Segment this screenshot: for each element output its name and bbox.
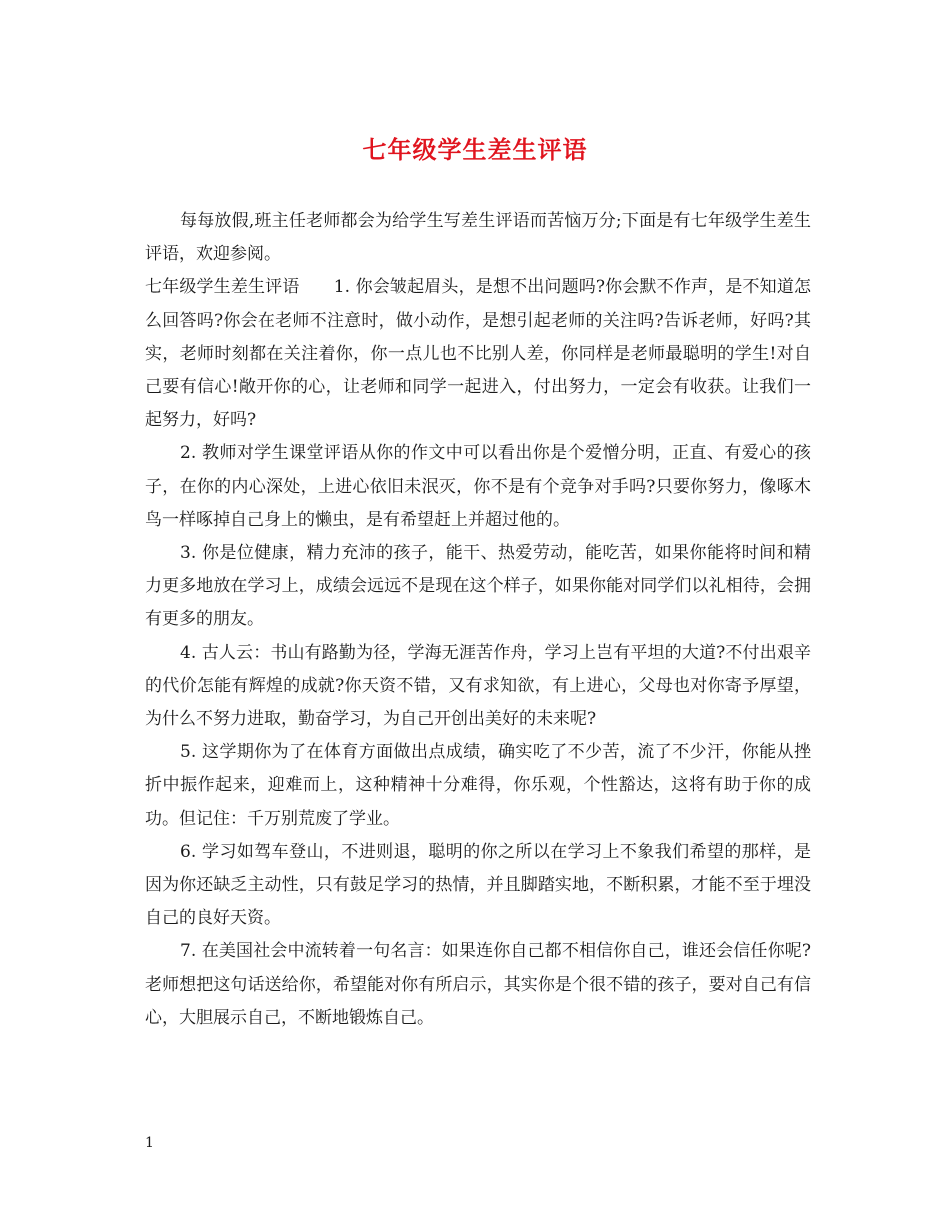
comment-paragraph-4: 4. 古人云：书山有路勤为径，学海无涯苦作舟，学习上岂有平坦的大道?不付出艰辛的代价怎能有辉煌的成就?你天资不错，又有求知欲，有上进心，父母也对你寄予厚望，为什么不努力进取，勤奋学习，为自己开创出美好的未来呢? — [145, 642, 811, 730]
document-body — [145, 205, 811, 1035]
comment-paragraph-5: 5. 这学期你为了在体育方面做出点成绩，确实吃了不少苦，流了不少汗，你能从挫折中振作起来，迎难而上，这种精神十分难得，你乐观，个性豁达，这将有助于你的成功。但记住：千万别荒废了学业。 — [145, 742, 811, 829]
comment-paragraph-2: 2. 教师对学生课堂评语从你的作文中可以看出你是个爱憎分明，正直、有爱心的孩子，在你的内心深处，上进心依旧未泯灭，你不是有个竞争对手吗?只要你努力，像啄木鸟一样啄掉自己身上的懒虫，是有希望赶上并超过他的。 — [145, 443, 811, 530]
comment-paragraph-3: 3. 你是位健康，精力充沛的孩子，能干、热爱劳动，能吃苦，如果你能将时间和精力更多地放在学习上，成绩会远远不是现在这个样子，如果你能对同学们以礼相待，会拥有更多的朋友。 — [145, 543, 811, 630]
page-number: 1 — [145, 1135, 154, 1151]
document-title: 七年级学生差生评语 — [362, 135, 588, 164]
comment-paragraph-6: 6. 学习如驾车登山，不进则退，聪明的你之所以在学习上不象我们希望的那样，是因为你还缺乏主动性，只有鼓足学习的热情，并且脚踏实地，不断积累，才能不至于埋没自己的良好天资。 — [145, 841, 811, 929]
comment-paragraph-1: 七年级学生差生评语 1. 你会皱起眉头，是想不出问题吗?你会默不作声，是不知道怎么回答吗?你会在老师不注意时，做小动作，是想引起老师的关注吗?告诉老师，好吗?其实，老师时刻都在关注着你，你一点儿也不比别人差，你同样是老师最聪明的学生!对自己要有信心!敞开你的心，让老师和同学一起进入，付出努力，一定会有收获。让我们一起努力，好吗? — [145, 277, 811, 431]
comment-paragraph-7: 7. 在美国社会中流转着一句名言：如果连你自己都不相信你自己，谁还会信任你呢?老师想把这句话送给你，希望能对你有所启示，其实你是个很不错的孩子，要对自己有信心，大胆展示自己，不断地锻炼自己。 — [145, 941, 811, 1028]
intro-paragraph: 每每放假,班主任老师都会为给学生写差生评语而苦恼万分;下面是有七年级学生差生评语，欢迎参阅。 — [145, 211, 811, 265]
